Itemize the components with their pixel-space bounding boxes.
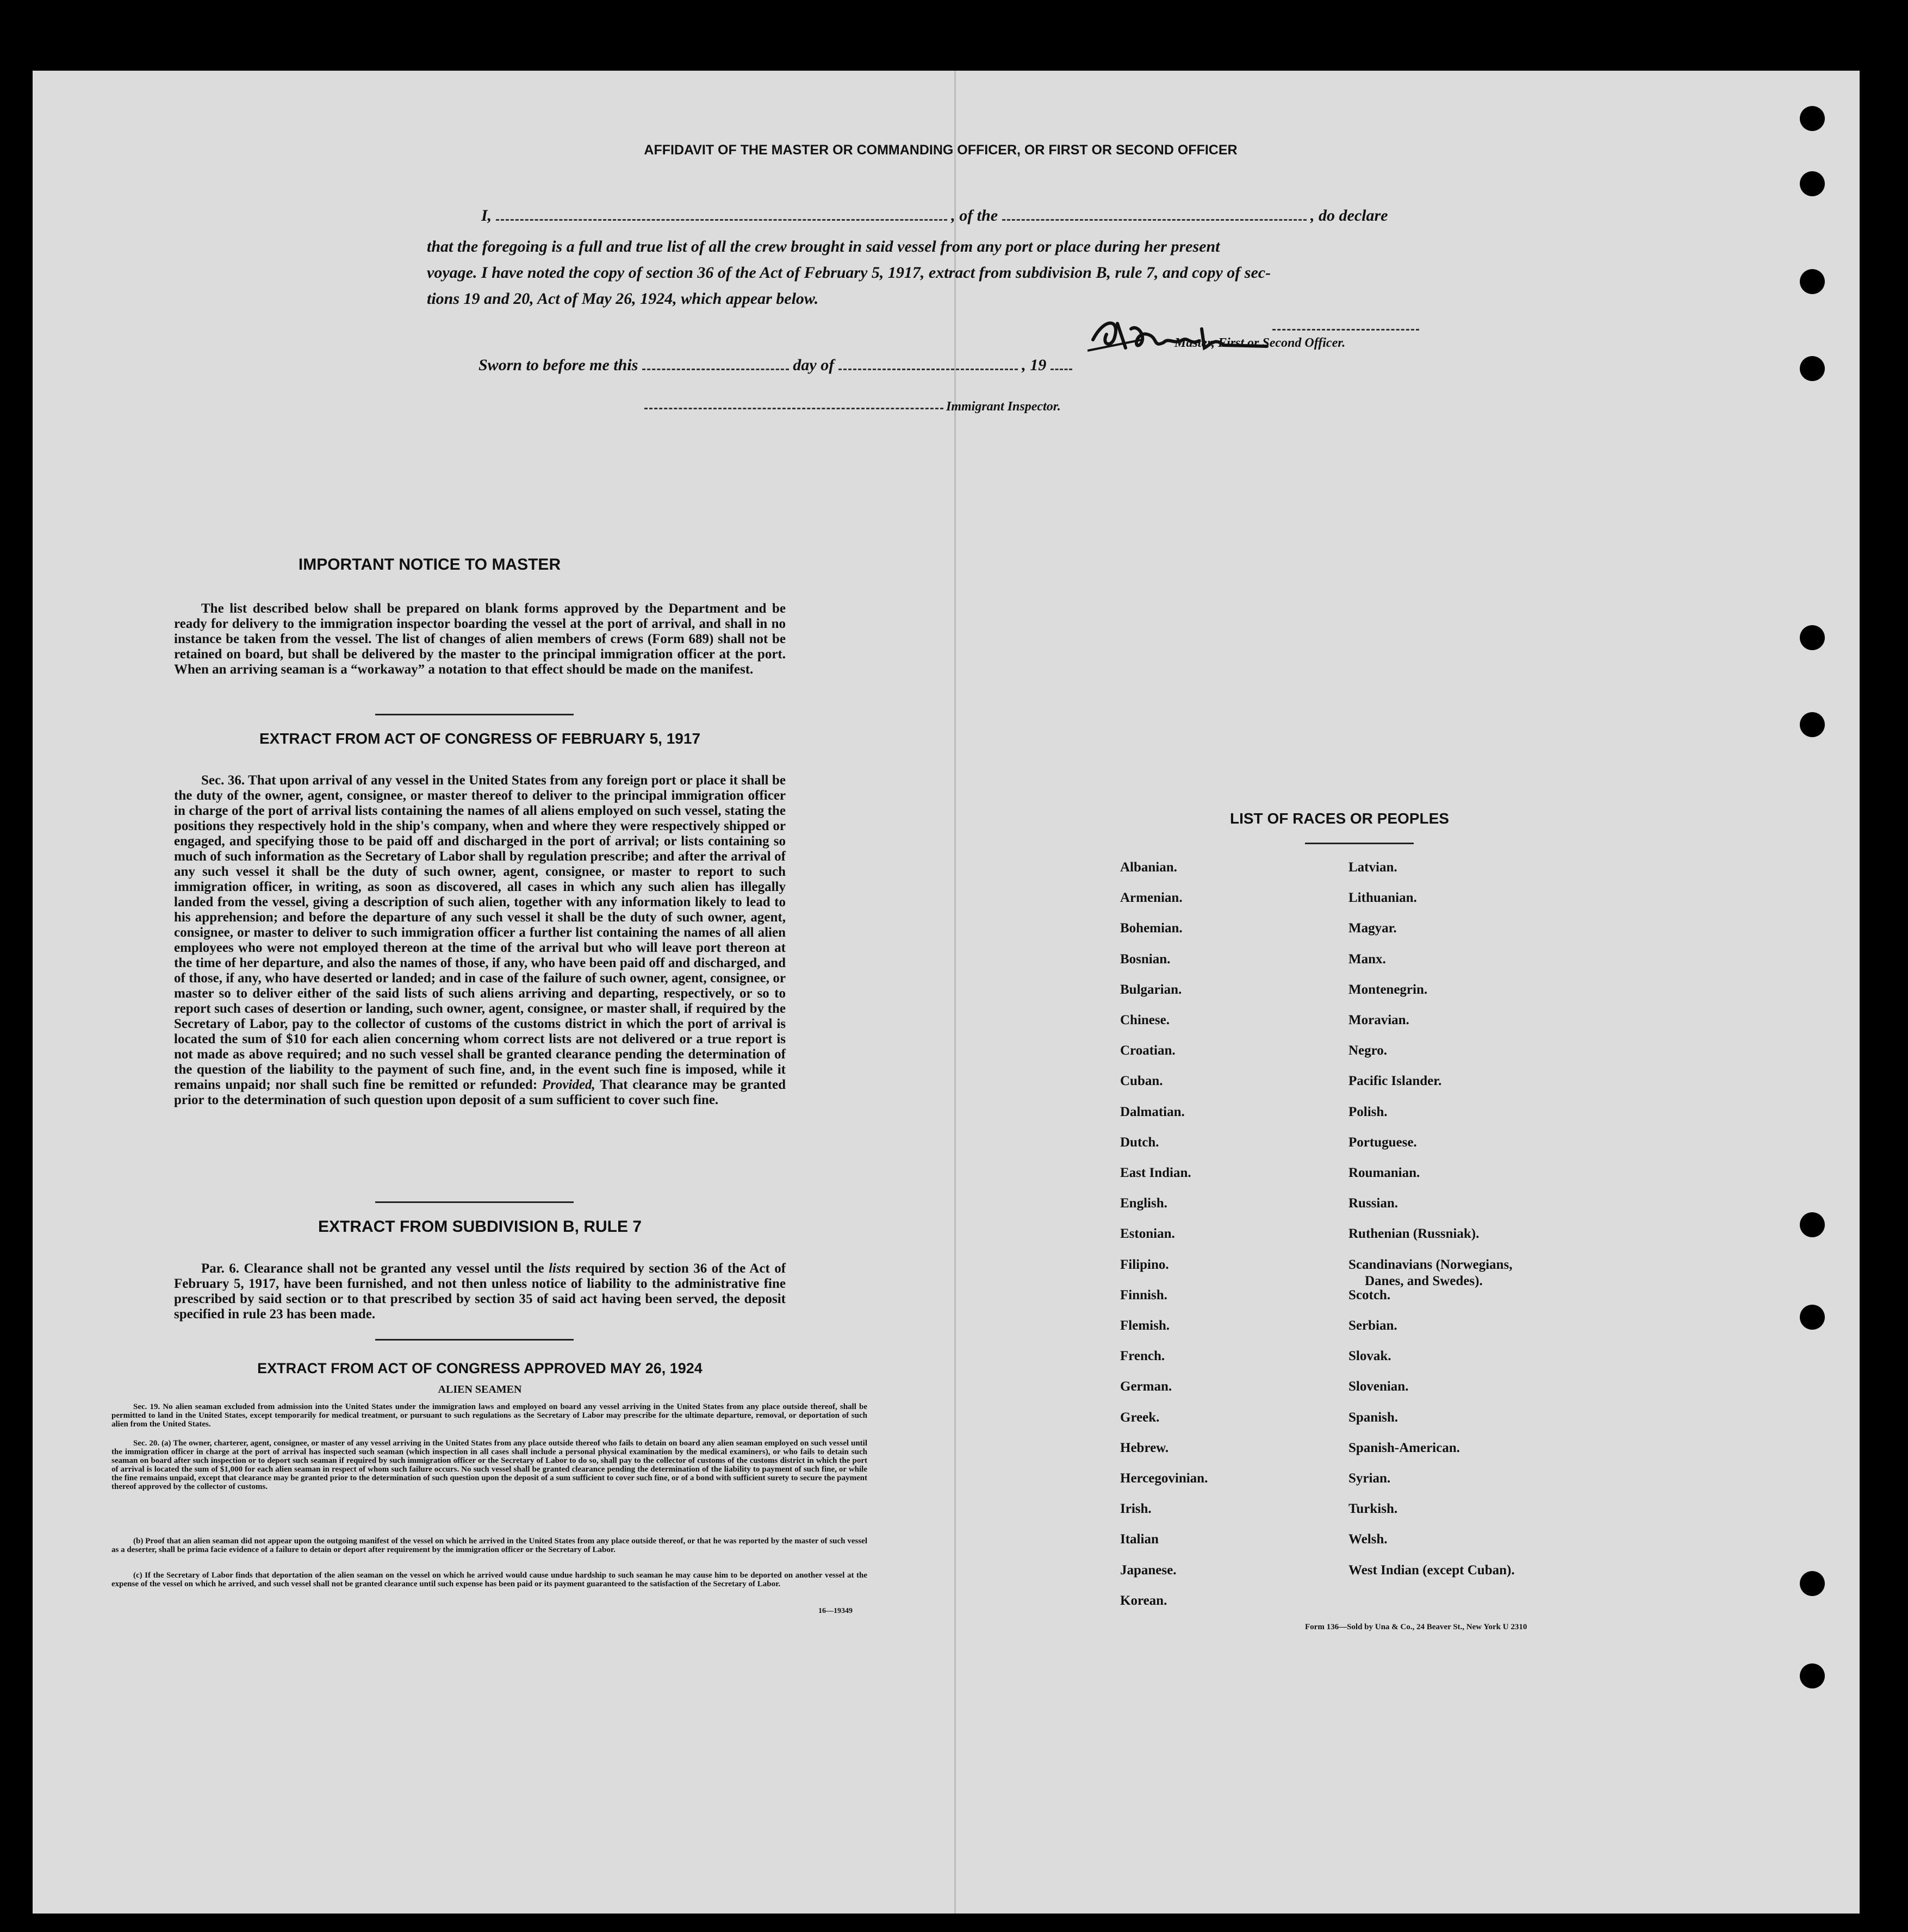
paragraph-number: Par. 6. [201,1261,240,1276]
punch-hole [1800,1663,1825,1688]
alien-seamen-subtitle: ALIEN SEAMEN [438,1383,522,1395]
extract-1917-text [174,773,786,1108]
race-item: Estonian. [1120,1226,1175,1242]
year-label: , 19 [1022,356,1047,374]
race-item: Syrian. [1348,1471,1391,1486]
inspector-signature-line[interactable] [644,408,943,409]
form-footer: Form 136—Sold by Una & Co., 24 Beaver St., New York U 2310 [1305,1623,1527,1631]
extract-1924-title: EXTRACT FROM ACT OF CONGRESS APPROVED MAY 26, 1924 [257,1360,703,1376]
punch-hole [1800,1212,1825,1237]
punch-hole [1800,106,1825,131]
race-item: Bulgarian. [1120,982,1182,997]
sec20b-text: (b) Proof that an alien seaman did not appear upon the outgoing manifest of the vessel on which he arrived in the United States from any place outside thereof, or that he was reported by the master of such vessel as a deserter, shall be prima facie evidence of a failure to detain or deport after requirement by the immigration officer or the Secretary of Labor. [111,1537,867,1554]
signature-caption: Master, First or Second Officer. [1174,336,1346,350]
race-item: Hebrew. [1120,1440,1169,1455]
rule7-text-b: required by section 36 of the Act of February 5, 1917, have been furnished, and not then unless notice of liability to the administrative fine prescribed by said section or to that prescribed by section 35 of said act having been served, the deposit specified in rule 23 has been made. [174,1261,786,1322]
race-item: Magyar. [1348,921,1397,936]
race-item: Japanese. [1120,1562,1177,1578]
sworn-label: Sworn to before me this [478,356,638,374]
race-item: Bohemian. [1120,921,1183,936]
race-item: Slovak. [1348,1349,1391,1364]
race-item: Flemish. [1120,1318,1170,1333]
notice-text: The list described below shall be prepared on blank forms approved by the Department and be ready for delivery to the immigration inspector boarding the vessel at the port of arrival, and shall in no instance be taken from the vessel. The list of changes of alien members of crews (Form 689) shall not be retained on board, but shall be delivered by the master to the principal immigration officer at the port. When an arriving seaman is a “workaway” a notation to that effect should be made on the manifest. [174,601,786,677]
section-text-end: That clearance may be granted prior to the determination of such question upon deposit of a sum sufficient to cover such fine. [174,1077,786,1107]
section-text: That upon arrival of any vessel in the United States from any foreign port or place it shall be the duty of the owner, agent, consignee, or master thereof to deliver to the principal immigration officer in charge of the port of arrival lists containing the names of all aliens employed on such vessel, stating the positions they respectively hold in the ship's company, when and where they were respectively shipped or engaged, and specifying those to be paid off and discharged in the port of arrival; or lists containing so much of such information as the Secretary of Labor shall by regulation prescribe; and after the arrival of any such vessel it shall be the duty of such owner, agent, consignee, or master to report to such immigration officer, in writing, as soon as discovered, all cases in which any such alien has illegally landed from the vessel, giving a description of such alien, together with any information likely to lead to his apprehension; and before the departure of any such vessel it shall be the duty of such owner, agent, consignee, or master to deliver to such immigration officer a further list containing the names of all alien employees who were not employed thereon at the time of the arrival but who will leave port thereon at the time of her departure, and also the names of those, if any, who have been paid off and discharged, and of those, if any, who have deserted or landed; and in case of the failure of such owner, agent, consignee, or master so to deliver either of the said lists of such aliens arriving and departing, respectively, or so to report such cases of desertion or landing, such owner, agent, consignee, or master shall, if required by the Secretary of Labor, pay to the collector of customs of the customs district in which the port of arrival is located the sum of $10 for each alien concerning whom correct lists are not delivered or a true report is not made as above required; and no such vessel shall be granted clearance pending the determination of the question of the liability to the payment of such fine, and, in the event such fine is imposed, while it remains unpaid; nor shall such fine be remitted or refunded: [174,773,786,1092]
rule7-title: EXTRACT FROM SUBDIVISION B, RULE 7 [318,1218,642,1236]
race-item: Moravian. [1348,1013,1409,1027]
race-item: Roumanian. [1348,1166,1420,1180]
race-item: Scandinavians (Norwegians, [1348,1257,1513,1272]
races-title: LIST OF RACES OR PEOPLES [1230,810,1449,827]
of-the-label: , of the [951,207,998,225]
race-item: Ruthenian (Russniak). [1348,1226,1480,1242]
race-item: German. [1120,1379,1172,1394]
race-item: Dutch. [1120,1135,1159,1150]
page-fold [954,71,956,1914]
sworn-month-field[interactable] [838,363,1018,370]
race-item: Polish. [1348,1104,1388,1119]
punch-hole [1800,269,1825,294]
day-of-label: day of [793,356,835,374]
extract-1917-title: EXTRACT FROM ACT OF CONGRESS OF FEBRUARY 5, 1917 [259,730,701,747]
divider [375,1201,574,1203]
race-item: Chinese. [1120,1013,1170,1027]
race-item: Korean. [1120,1593,1167,1608]
punch-hole [1800,1571,1825,1596]
race-item: Albanian. [1120,860,1177,875]
sworn-day-field[interactable] [642,363,789,370]
affidavit-declaration-line [481,207,1449,225]
race-item: Manx. [1348,951,1386,967]
divider [375,1339,574,1341]
affidavit-body-line: tions 19 and 20, Act of May 26, 1924, which appear below. [427,290,819,308]
punch-hole [1800,712,1825,737]
race-item: Welsh. [1348,1532,1388,1547]
race-item: Spanish-American. [1348,1440,1460,1455]
vessel-name-field[interactable] [1002,214,1307,221]
divider [375,714,574,715]
rule7-text-a: Clearance shall not be granted any vessel until the [244,1261,544,1276]
race-item: French. [1120,1349,1165,1364]
declarant-name-field[interactable] [496,214,947,221]
race-item: Portuguese. [1348,1135,1417,1150]
race-item: Italian [1120,1532,1159,1547]
race-item: Irish. [1120,1501,1152,1517]
race-item: West Indian (except Cuban). [1348,1562,1515,1578]
handwritten-signature [1087,307,1283,359]
race-item: Dalmatian. [1120,1104,1185,1119]
notice-title: IMPORTANT NOTICE TO MASTER [298,556,561,574]
lists-term: lists [549,1261,571,1276]
sworn-line [478,356,1185,375]
affidavit-body-line: voyage. I have noted the copy of section 36 of the Act of February 5, 1917, extract from subdivision B, rule 7, and copy of sec- [427,264,1271,282]
inspector-label: Immigrant Inspector. [946,400,1061,414]
form-code: 16—19349 [818,1607,853,1615]
sworn-year-field[interactable] [1051,363,1072,370]
race-item: Montenegrin. [1348,982,1428,997]
punch-hole [1800,356,1825,381]
race-item: Armenian. [1120,890,1183,906]
race-item: Negro. [1348,1043,1388,1058]
race-item: Danes, and Swedes). [1365,1273,1483,1288]
section-number: Sec. 36. [201,773,245,788]
race-item: Spanish. [1348,1410,1399,1425]
affidavit-title: AFFIDAVIT OF THE MASTER OR COMMANDING OFFICER, OR FIRST OR SECOND OFFICER [644,142,1238,158]
race-item: Finnish. [1120,1287,1167,1302]
punch-hole [1800,625,1825,650]
punch-hole [1800,171,1825,196]
race-item: Croatian. [1120,1043,1176,1058]
punch-hole [1800,1305,1825,1330]
provided-term: Provided, [542,1077,595,1092]
race-item: Serbian. [1348,1318,1397,1333]
race-item: Russian. [1348,1196,1399,1211]
race-item: Turkish. [1348,1501,1398,1517]
affidavit-body-line: that the foregoing is a full and true list of all the crew brought in said vessel from any port or place during her present [427,238,1220,255]
divider [1305,843,1414,844]
sec19-text: Sec. 19. No alien seaman excluded from admission into the United States under the immigration laws and employed on board any vessel arriving in the United States from any place outside thereof, shall be permitted to land in the United States, except temporarily for medical treatment, or pursuant to such regulations as the Secretary of Labor may prescribe for the ultimate departure, removal, or deportation of such alien from the United States. [111,1403,867,1429]
declarant-label: I, [481,207,492,225]
race-item: Cuban. [1120,1074,1163,1089]
race-item: Latvian. [1348,860,1397,875]
race-item: Pacific Islander. [1348,1074,1442,1089]
sec20a-text: Sec. 20. (a) The owner, charterer, agent, consignee, or master of any vessel arriving in the United States from any place outside thereof who fails to detain on board any alien seaman employed on such vessel until the immigration officer in charge at the port of arrival has inspected such seaman (which inspection in all cases shall include a personal physical examination by the medical examiners), or who fails to detain such seaman on board after such inspection or to deport such seaman if required by such immigration officer or the Secretary of Labor to do so, shall pay to the collector of customs of the customs district in which the port of arrival is located the sum of $1,000 for each alien seaman in respect of whom such failure occurs. No such vessel shall be granted clearance pending the determination of the liability to payment of such fine, or while the fine remains unpaid, except that clearance may be granted prior to the determination of such question upon the deposit of a sum sufficient to cover such fine, or of a bond with sufficient surety to secure the payment thereof approved by the collector of customs. [111,1439,867,1491]
race-item: Bosnian. [1120,951,1171,967]
race-item: Scotch. [1348,1287,1391,1302]
signature-line[interactable] [1272,329,1419,331]
race-item: Lithuanian. [1348,890,1417,906]
rule7-text [174,1261,786,1322]
declare-label: , do declare [1310,207,1388,225]
affidavit-body [427,234,1449,312]
race-item: East Indian. [1120,1166,1191,1180]
race-item: Greek. [1120,1410,1160,1425]
race-item: Hercegovinian. [1120,1471,1208,1486]
race-item: Slovenian. [1348,1379,1409,1394]
race-item: English. [1120,1196,1167,1211]
sec20c-text: (c) If the Secretary of Labor finds that deportation of the alien seaman on the vessel on which he arrived would cause undue hardship to such seaman he may cause him to be deported on another vessel at the expense of the vessel on which he arrived, and such vessel shall not be granted clearance until such expense has been paid or its payment guaranteed to the satisfaction of the Secretary of Labor. [111,1571,867,1588]
race-item: Filipino. [1120,1257,1169,1272]
